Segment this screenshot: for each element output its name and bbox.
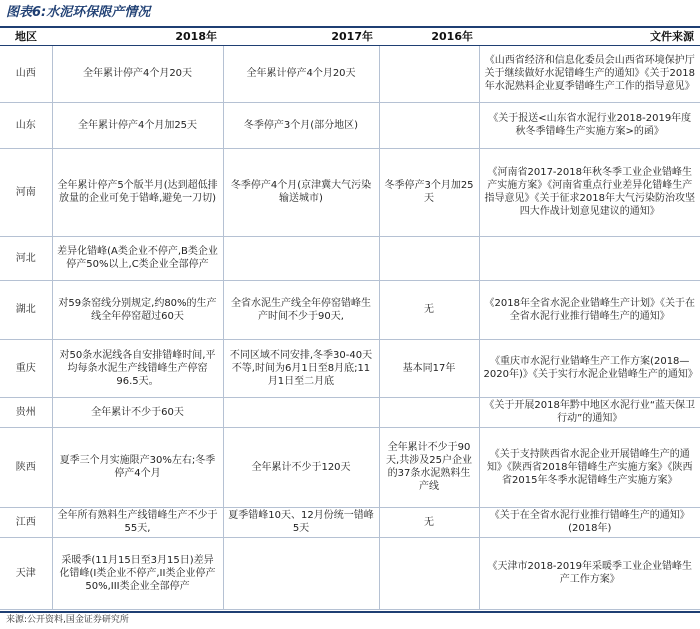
cell-2018: 对59条窑线分别规定,约80%的生产线全年停窑超过60天 — [52, 280, 223, 339]
cell-2016: 冬季停产3个月加25天 — [379, 148, 479, 236]
cell-2017 — [223, 537, 379, 609]
cell-2017: 全年累计停产4个月20天 — [223, 46, 379, 102]
cell-source: 《天津市2018-2019年采暖季工业企业错峰生产工作方案》 — [479, 537, 700, 609]
cell-2016 — [379, 537, 479, 609]
cell-source: 《2018年全省水泥企业错峰生产计划》《关于在全省水泥行业推行错峰生产的通知》 — [479, 280, 700, 339]
region-cell: 陕西 — [0, 427, 52, 507]
cell-2017: 夏季错峰10天、12月份统一错峰5天 — [223, 507, 379, 537]
cell-2017 — [223, 236, 379, 280]
cell-source: 《关于开展2018年黔中地区水泥行业“蓝天保卫行动”的通知》 — [479, 397, 700, 427]
table-row-hubei — [0, 280, 700, 339]
cell-2016 — [379, 102, 479, 148]
source-note: 来源:公开资料,国金证券研究所 — [6, 615, 129, 625]
cell-source — [479, 236, 700, 280]
region-cell: 贵州 — [0, 397, 52, 427]
table-row-tianjin — [0, 537, 700, 609]
table-row-shanxi — [0, 46, 700, 102]
cell-source: 《山西省经济和信息化委员会山西省环境保护厅关于继续做好水泥错峰生产的通知》《关于2018年水泥熟料企业夏季错峰生产工作的指导意见》 — [479, 46, 700, 102]
cell-2016 — [379, 397, 479, 427]
cell-2017: 不同区域不同安排,冬季30-40天不等,时间为6月1日至8月底;11月1日至二月底 — [223, 339, 379, 397]
cell-source: 《河南省2017-2018年秋冬季工业企业错峰生产实施方案》《河南省重点行业差异化错峰生产指导意见》《关于征求2018年大气污染防治攻坚四大作战计划意见建议的通知》 — [479, 148, 700, 236]
cell-source: 《关于报送<山东省水泥行业2018-2019年度秋冬季错峰生产实施方案>的函》 — [479, 102, 700, 148]
cell-2016 — [379, 46, 479, 102]
cell-source: 《重庆市水泥行业错峰生产工作方案(2018—2020年)》《关于实行水泥企业错峰生产的通知》 — [479, 339, 700, 397]
cell-2018: 全年累计不少于60天 — [52, 397, 223, 427]
cell-2017: 冬季停产4个月(京津冀大气污染输送城市) — [223, 148, 379, 236]
header-2017: 2017年 — [331, 30, 373, 43]
cell-2018: 全年所有熟料生产线错峰生产不少于55天, — [52, 507, 223, 537]
region-cell: 山东 — [0, 102, 52, 148]
region-cell: 河北 — [0, 236, 52, 280]
region-cell: 天津 — [0, 537, 52, 609]
table-row-shandong — [0, 102, 700, 148]
cell-2017: 全省水泥生产线全年停窑错峰生产时间不少于90天, — [223, 280, 379, 339]
table-row-chongqing — [0, 339, 700, 397]
cell-2018: 全年累计停产4个月20天 — [52, 46, 223, 102]
cell-2018: 差异化错峰(A类企业不停产,B类企业停产50%以上,C类企业全部停产 — [52, 236, 223, 280]
cell-2018: 采暖季(11月15日至3月15日)差异化错峰(I类企业不停产,II类企业停产50%,III类企业全部停产 — [52, 537, 223, 609]
cell-2016: 无 — [379, 507, 479, 537]
header-region: 地区 — [15, 30, 37, 43]
table-row-hebei — [0, 236, 700, 280]
figure-title: 图表6:水泥环保限产情况 — [6, 5, 151, 20]
header-source: 文件来源 — [650, 30, 694, 43]
region-cell: 重庆 — [0, 339, 52, 397]
region-cell: 河南 — [0, 148, 52, 236]
table-row-jiangxi — [0, 507, 700, 537]
cell-2016: 基本同17年 — [379, 339, 479, 397]
table-row-guizhou — [0, 397, 700, 427]
header-2016: 2016年 — [431, 30, 473, 43]
cell-2017: 全年累计不少于120天 — [223, 427, 379, 507]
cell-2018: 对50条水泥线各自安排错峰时间,平均每条水泥生产线错峰生产停窑96.5天。 — [52, 339, 223, 397]
region-cell: 山西 — [0, 46, 52, 102]
cell-2018: 全年累计停产5个版半月(达到超低排放量的企业可免于错峰,避免一刀切) — [52, 148, 223, 236]
cell-2018: 全年累计停产4个月加25天 — [52, 102, 223, 148]
region-cell: 江西 — [0, 507, 52, 537]
table-row-henan — [0, 148, 700, 236]
table-row-shaanxi — [0, 427, 700, 507]
header-2018: 2018年 — [175, 30, 217, 43]
cell-2017 — [223, 397, 379, 427]
region-cell: 湖北 — [0, 280, 52, 339]
cell-2016: 无 — [379, 280, 479, 339]
cell-source: 《关于支持陕西省水泥企业开展错峰生产的通知》《陕西省2018年错峰生产实施方案》《陕西省2015年冬季水泥错峰生产实施方案》 — [479, 427, 700, 507]
restriction-table — [0, 46, 700, 610]
cell-2017: 冬季停产3个月(部分地区) — [223, 102, 379, 148]
cell-2016: 全年累计不少于90天,共涉及25户企业的37条水泥熟料生产线 — [379, 427, 479, 507]
cell-source: 《关于在全省水泥行业推行错峰生产的通知》(2018年) — [479, 507, 700, 537]
cell-2018: 夏季三个月实施限产30%左右;冬季停产4个月 — [52, 427, 223, 507]
cell-2016 — [379, 236, 479, 280]
